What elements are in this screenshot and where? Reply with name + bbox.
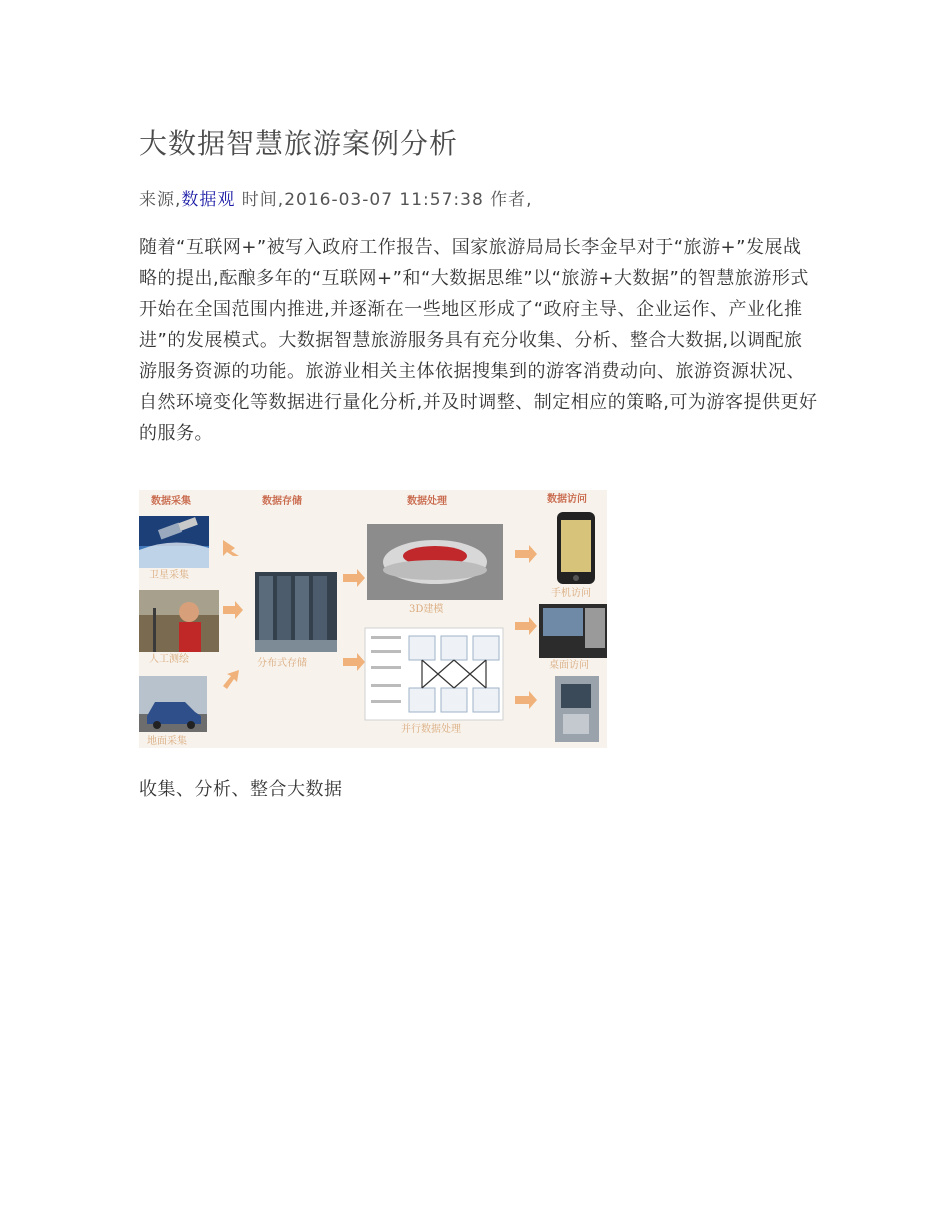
arrow-icon — [223, 540, 243, 689]
big-data-flow-figure — [139, 490, 607, 748]
manual-survey-image — [139, 590, 219, 652]
3d-model-image — [367, 524, 503, 600]
fig-header-process: 数据处理 — [407, 496, 447, 507]
source-label: 来源, — [139, 190, 182, 210]
fig-sub-manual: 人工测绘 — [149, 654, 189, 665]
fig-sub-mobile: 手机访问 — [551, 588, 591, 599]
figure-caption: 收集、分析、整合大数据 — [139, 779, 343, 800]
fig-sub-parallel: 并行数据处理 — [401, 724, 461, 735]
kiosk-image — [555, 676, 599, 742]
fig-sub-3d: 3D建模 — [409, 604, 444, 615]
fig-sub-satellite: 卫星采集 — [149, 570, 189, 581]
fig-header-access: 数据访问 — [547, 494, 587, 505]
time-author-text: 时间,2016-03-07 11:57:38 作者, — [235, 190, 533, 210]
ground-car-image — [139, 676, 207, 732]
article-paragraph: 随着“互联网+”被写入政府工作报告、国家旅游局局长李金早对于“旅游+”发展战略的提出,酝酿多年的“互联网+”和“大数据思维”以“旅游+大数据”的智慧旅游形式开始在全国范围内推进,并逐渐在一些地区形成了“政府主导、企业运作、产业化推进”的发展模式。大数据智慧旅游服务具有充分收集、分析、整合大数据,以调配旅游服务资源的功能。旅游业相关主体依据搜集到的游客消费动向、旅游资源状况、自然环境变化等数据进行量化分析,并及时调整、制定相应的策略,可为游客提供更好的服务。 — [139, 237, 818, 444]
fig-sub-distributed: 分布式存储 — [257, 658, 307, 669]
arrow-icon — [343, 569, 365, 671]
satellite-image — [139, 516, 209, 568]
fig-header-collect: 数据采集 — [151, 496, 191, 507]
figure-illustration — [139, 490, 607, 748]
desktop-image — [539, 604, 607, 658]
fig-header-store: 数据存储 — [262, 496, 302, 507]
fig-sub-desktop: 桌面访问 — [549, 660, 589, 671]
mobile-phone-image — [557, 512, 595, 584]
parallel-processing-diagram — [365, 628, 503, 720]
source-link[interactable]: 数据观 — [181, 190, 236, 210]
article-title: 大数据智慧旅游案例分析 — [139, 127, 459, 160]
arrow-icon — [515, 545, 537, 709]
distributed-storage-image — [255, 572, 337, 652]
article-meta — [139, 185, 533, 210]
fig-sub-ground: 地面采集 — [147, 736, 187, 747]
